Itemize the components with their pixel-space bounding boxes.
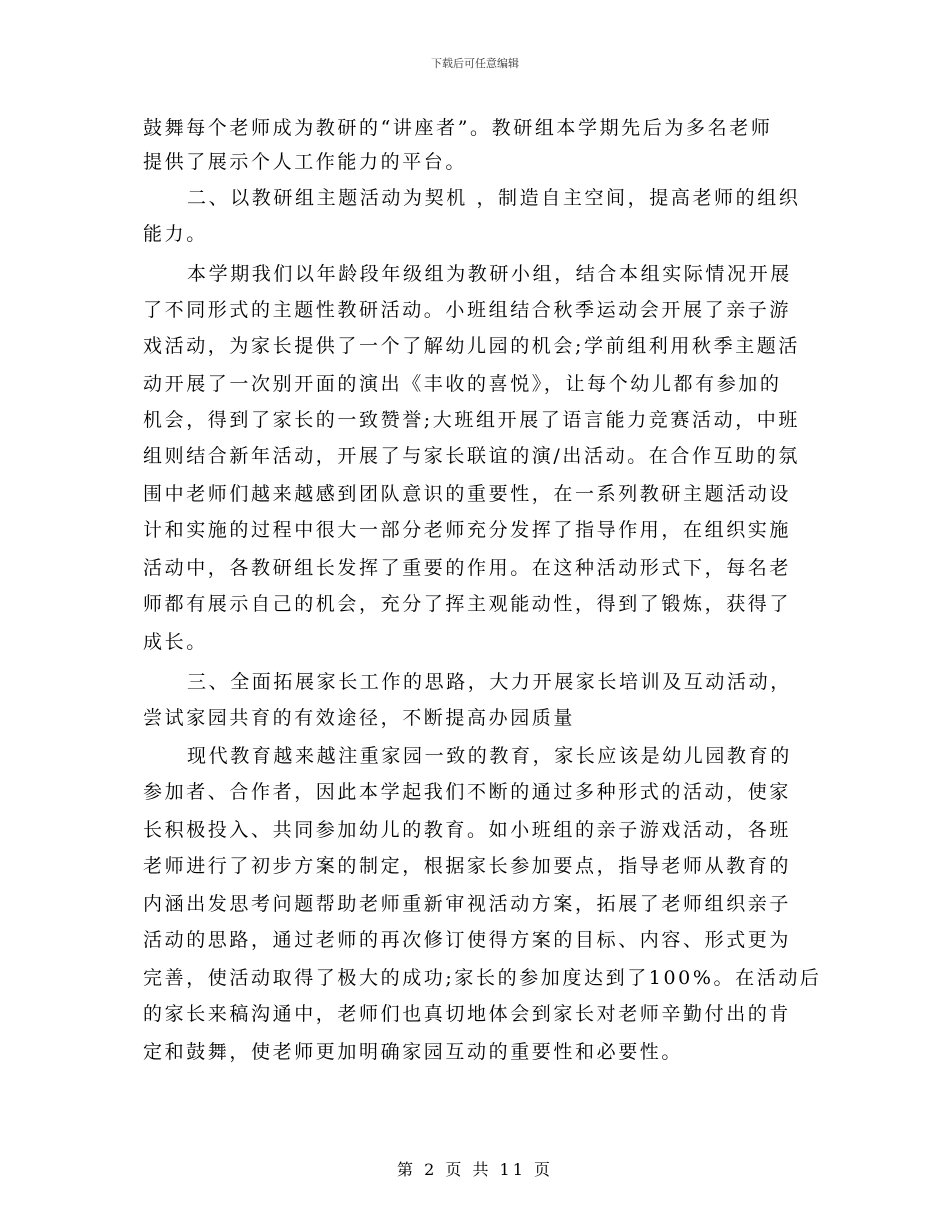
text-line: 成长。 xyxy=(143,631,208,653)
text-line: 活动中，各教研组长发挥了重要的作用。在这种活动形式下，每名老 xyxy=(143,557,792,579)
text-line: 参加者、合作者，因此本学起我们不断的通过多种形式的活动，使家 xyxy=(143,781,792,803)
page-indicator: 第 2 页 共 11 页 xyxy=(397,1160,553,1179)
text-line: 了不同形式的主题性教研活动。小班组结合秋季运动会开展了亲子游 xyxy=(143,299,792,321)
text-line: 动开展了一次别开面的演出《丰收的喜悦》，让每个幼儿都有参加的 xyxy=(143,373,782,395)
text-line: 定和鼓舞，使老师更加明确家园互动的重要性和必要性。 xyxy=(143,1041,684,1063)
text-line: 尝试家园共育的有效途径，不断提高办园质量 xyxy=(143,707,576,729)
text-line: 鼓舞每个老师成为教研的“讲座者”。教研组本学期先后为多名老师 xyxy=(143,117,773,139)
text-line: 长积极投入、共同参加幼儿的教育。如小班组的亲子游戏活动，各班 xyxy=(143,819,792,841)
text-line: 的家长来稿沟通中，老师们也真切地体会到家长对老师辛勤付出的肯 xyxy=(143,1003,792,1025)
text-line: 活动的思路，通过老师的再次修订使得方案的目标、内容、形式更为 xyxy=(143,929,792,951)
text-line: 组则结合新年活动，开展了与家长联谊的演/出活动。在合作互助的氛 xyxy=(143,445,801,467)
paragraph-start: 本学期我们以年龄段年级组为教研小组，结合本组实际情况开展 xyxy=(187,263,792,285)
text-line: 内涵出发思考问题帮助老师重新审视活动方案，拓展了老师组织亲子 xyxy=(143,893,792,915)
text-line: 围中老师们越来越感到团队意识的重要性，在一系列教研主题活动设 xyxy=(143,483,792,505)
text-line: 师都有展示自己的机会，充分了挥主观能动性，得到了锻炼，获得了 xyxy=(143,593,792,615)
paragraph-start: 现代教育越来越注重家园一致的教育，家长应该是幼儿园教育的 xyxy=(187,745,792,767)
text-line: 机会，得到了家长的一致赞誉;大班组开展了语言能力竞赛活动，中班 xyxy=(143,409,801,431)
header-note: 下载后可任意编辑 xyxy=(431,57,519,70)
text-line: 能力。 xyxy=(143,223,208,245)
text-line: 戏活动，为家长提供了一个了解幼儿园的机会;学前组利用秋季主题活 xyxy=(143,335,801,357)
section-heading-3: 三、全面拓展家长工作的思路，大力开展家长培训及互动活动， xyxy=(187,671,792,693)
text-line: 完善，使活动取得了极大的成功;家长的参加度达到了100%。在活动后 xyxy=(143,967,822,989)
text-line: 提供了展示个人工作能力的平台。 xyxy=(143,151,468,173)
section-heading-2: 二、以教研组主题活动为契机 ，制造自主空间，提高老师的组织 xyxy=(187,187,801,209)
text-line: 计和实施的过程中很大一部分老师充分发挥了指导作用，在组织实施 xyxy=(143,519,792,541)
text-line: 老师进行了初步方案的制定，根据家长参加要点，指导老师从教育的 xyxy=(143,855,792,877)
